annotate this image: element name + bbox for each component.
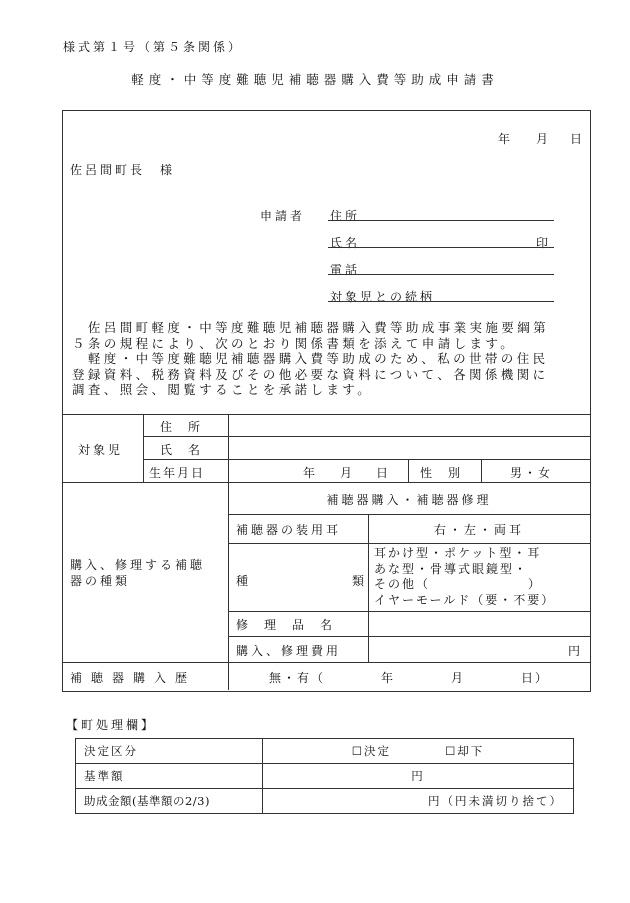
history-top-line: [62, 662, 590, 663]
consent-line-1: 佐呂間町軽度・中等度難聴児補聴器購入費等助成事業実施要綱第: [72, 320, 550, 335]
child-name-label: 氏 名: [160, 443, 203, 457]
decision-label: 決定区分: [76, 739, 263, 764]
consent-line-2: ５条の規程により、次のとおり関係書類を添えて申請します。: [72, 335, 517, 351]
ear-label: 補聴器の装用耳: [236, 523, 342, 537]
table-row: [76, 789, 574, 814]
cost-label: 購入、修理費用: [236, 644, 342, 658]
child-divider: [143, 414, 144, 482]
device-type-header: 補聴器購入・補聴器修理: [326, 493, 492, 507]
applicant-label: 申請者: [260, 209, 306, 223]
device-label-line-1: 購入、修理する補聴: [70, 558, 206, 572]
office-table: [75, 738, 574, 814]
child-row-line-2: [143, 459, 590, 460]
kind-label-a: 種: [236, 574, 249, 588]
device-row-line-3: [228, 611, 590, 612]
device-label-line-2: 器の種類: [70, 574, 131, 588]
label-column-divider: [228, 414, 229, 690]
device-row-line-1: [228, 514, 590, 515]
applicant-relation-label: 対象児との続柄: [330, 290, 436, 304]
kind-line-3: その他（ ）: [374, 577, 543, 591]
kind-line-4: イヤーモールド（要・不要）: [374, 592, 556, 607]
consent-paragraph: [72, 320, 549, 398]
page-title: 軽度・中等度難聴児補聴器購入費等助成申請書: [131, 72, 499, 87]
applicant-name-label: 氏名: [330, 236, 361, 250]
consent-line-4: 登録資料、税務資料及びその他必要な資料について、各関係機関に: [72, 366, 549, 382]
decision-value: ☐決定 ☐却下: [263, 739, 574, 764]
consent-line-3: 軽度・中等度難聴児補聴器購入費等助成のため、私の世帯の住民: [72, 351, 549, 366]
name-underline: [328, 247, 554, 248]
repair-item-label: 修 理 品 名: [236, 618, 335, 632]
device-top-line: [62, 482, 590, 483]
form-number: 様式第１号（第５条関係）: [63, 40, 244, 54]
standard-amount-value: 円: [263, 764, 574, 789]
table-top-line: [62, 414, 590, 415]
applicant-address-label: 住所: [330, 209, 361, 223]
office-header: 【町処理欄】: [66, 718, 157, 732]
sex-options: 男・女: [510, 466, 553, 480]
date-day: 日: [570, 132, 583, 146]
applicant-phone-label: 電話: [330, 263, 361, 277]
address-underline: [328, 220, 554, 221]
date-year: 年: [498, 132, 511, 146]
sex-divider-1: [408, 459, 409, 482]
subsidy-amount-label: 助成金額(基準額の2/3): [76, 789, 263, 814]
child-birthdate-label: 生年月日: [149, 466, 206, 480]
sex-label: 性 別: [420, 466, 463, 480]
child-row-line-1: [143, 436, 590, 437]
birth-year: 年: [303, 466, 316, 480]
seal-mark: 印: [536, 236, 549, 250]
device-row-line-4: [228, 636, 590, 637]
phone-underline: [328, 274, 554, 275]
subsidy-amount-value: 円（円未満切り捨て）: [263, 789, 574, 814]
relation-underline: [328, 301, 554, 302]
kind-line-2: あな型・骨導式眼鏡型・: [374, 561, 529, 576]
addressee: 佐呂間町長 様: [70, 163, 176, 177]
kind-label-b: 類: [352, 574, 365, 588]
history-label: 補聴器購入歴: [70, 671, 197, 685]
sex-divider-2: [481, 459, 482, 482]
cost-unit: 円: [568, 644, 581, 658]
kind-options: [374, 546, 555, 608]
history-value: 無・有（ 年 月 日）: [268, 671, 549, 685]
device-type-label: [70, 557, 205, 589]
consent-line-5: 調査、照会、閲覧することを承諾します。: [72, 382, 374, 397]
table-row: [76, 739, 574, 764]
child-label: 対象児: [78, 443, 124, 457]
table-row: [76, 764, 574, 789]
kind-line-1: 耳かけ型・ポケット型・耳: [374, 546, 542, 560]
ear-options: 右・左・両耳: [433, 523, 524, 537]
child-address-label: 住 所: [160, 420, 203, 434]
birth-day: 日: [376, 466, 389, 480]
standard-amount-label: 基準額: [76, 764, 263, 789]
device-row-line-2: [228, 543, 590, 544]
birth-month: 月: [340, 466, 353, 480]
date-month: 月: [536, 132, 549, 146]
